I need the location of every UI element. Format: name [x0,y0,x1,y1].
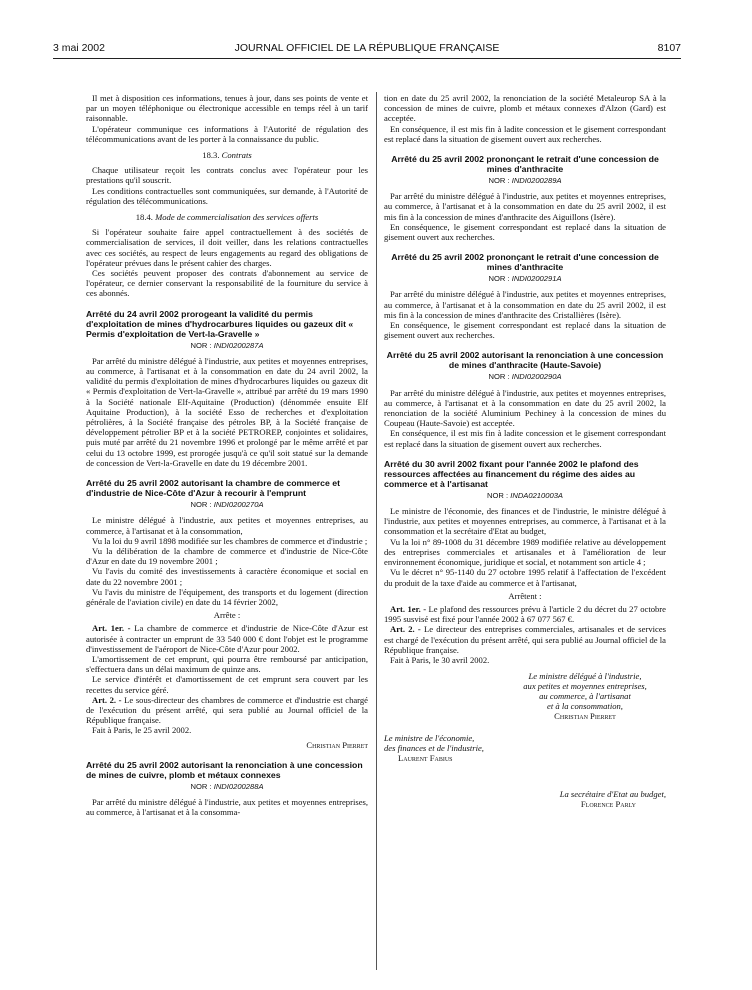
signatory-name: Christian Pierret [306,739,368,750]
nor-code: INDI0200288A [213,781,264,791]
signatory-title-line: au commerce, à l'artisanat [539,691,631,702]
paragraph: Par arrêté du ministre délégué à l'industrie, aux petites et moyennes entreprises, au commerce, à l'artisanat et à la consomma- [86,796,368,818]
left-column [86,93,368,817]
paragraph: Vu l'avis du ministre de l'équipement, des transports et du logement (direction générale de l'aviation civile) en date du 14 février 2002, [86,586,368,607]
section-number: 18.3. [202,150,220,161]
paragraph: En conséquence, il est mis fin à ladite concession et le gisement correspondant est replacé dans la situation de gisement ouvert aux recherches. [384,428,666,449]
paragraph: Ces sociétés peuvent proposer des contrats d'abonnement au service de l'opérateur, ce dernier conservant la responsabilité de la fourniture du service à ces abonnés. [86,268,368,299]
article-text: La chambre de commerce et d'industrie de Nice-Côte d'Azur est autorisée à contracter un emprunt de 33 540 000 € dont l'objet est le programme d'investissement de l'aéroport de Nice-Côte d'Azur pour 2002. [86,623,368,654]
arrete-title: Arrêté du 25 avril 2002 autorisant la chambre de commerce et d'industrie de Nice-Côte d'Azur à recourir à l'emprunt [86,478,340,499]
paragraph: Chaque utilisateur reçoit les contrats conclus avec l'opérateur pour les prestations qu'il souscrit. [86,165,368,186]
signatory-title-line: La secrétaire d'Etat au budget, [559,789,666,800]
page-header [53,42,681,58]
paragraph: En conséquence, le gisement correspondant est replacé dans la situation de gisement ouvert aux recherches. [384,320,666,341]
nor-reference [86,341,368,351]
paragraph-continued: tion en date du 25 avril 2002, la renonciation de la société Metaleurop SA à la concession de mines de cuivre, plomb et métaux connexes d'Alzon (Gard) est acceptée. [384,93,666,124]
signature-date: Fait à Paris, le 25 avril 2002. [92,725,192,736]
article-text: Le directeur des entreprises commerciales, artisanales et de services est chargé de l'exécution du présent arrêté, qui sera publié au Journal officiel de la République française. [384,624,666,655]
nor-code: INDI0200270A [213,500,264,510]
signatory-name: Christian Pierret [554,711,616,722]
article-text: Le plafond des ressources prévu à l'article 2 du décret du 27 octobre 1995 susvisé est fixé pour l'année 2002 à 67 077 567 €. [384,603,666,625]
nor-reference [384,176,666,186]
nor-label: NOR : [190,500,212,510]
article [384,604,666,624]
paragraph: Par arrêté du ministre délégué à l'industrie, aux petites et moyennes entreprises, au commerce, à l'artisanat et à la consommation en date du 25 avril 2002, la renonciation de la société Aluminium Pechiney à la concession de mines du Coupeau (Haute-Savoie) est acceptée. [384,387,666,429]
nor-reference [86,782,368,792]
paragraph: Si l'opérateur souhaite faire appel contractuellement à des sociétés de commercialisation de services, il doit veiller, dans les relations contractuelles avec ces sociétés, au respect de leurs engagements au regard des obligations de l'opérateur prévues dans le présent cahier des charges. [86,227,368,268]
nor-label: NOR : [486,490,509,500]
paragraph: Vu la loi du 9 avril 1898 modifiée sur les chambres de commerce et d'industrie ; [92,535,368,546]
article-label: Art. 2. - [390,624,421,635]
paragraph: Vu l'avis du comité des investissements à caractère économique et social en date du 22 novembre 2001 ; [86,566,368,587]
paragraph: Vu la délibération de la chambre de commerce et d'industrie de Nice-Côte d'Azur en date du 19 novembre 2001 ; [86,545,368,567]
nor-label: NOR : [488,372,510,382]
signatory-title-line: aux petites et moyennes entreprises, [523,681,647,692]
arrete-title: Arrêté du 25 avril 2002 autorisant la renonciation à une concession de mines de cuivre, plomb et métaux connexes [86,759,363,780]
signatory-name: Florence Parly [580,799,636,810]
header-journal-title: JOURNAL OFFICIEL DE LA RÉPUBLIQUE FRANÇAISE [234,42,500,54]
right-column [384,93,666,809]
nor-code: INDA0210003A [510,490,563,500]
paragraph: L'amortissement de cet emprunt, qui pourra être remboursé par anticipation, s'effectuera dans un délai maximum de quinze ans. [86,653,368,675]
signature-block-secretaire-budget [384,789,666,809]
article-label: Art. 1er. - [390,603,427,614]
article [384,624,666,655]
nor-label: NOR : [488,176,510,186]
header-rule [53,58,681,59]
signatory-name: Laurent Fabius [398,753,453,764]
paragraph: Le ministre de l'économie, des finances et de l'industrie, le ministre délégué à l'industrie, aux petites et moyennes entreprises, au commerce, à l'artisanat et à la consommation et la secrétaire d'Etat au budget, [384,506,666,537]
nor-code: INDI0200290A [511,372,562,382]
arrete-title: Arrêté du 25 avril 2002 autorisant la renonciation à une concession de mines d'anthracite (Haute-Savoie) [386,350,664,371]
signatory-title-line: et à la consommation, [547,701,623,712]
article-label: Art. 2. - [92,694,122,705]
article-label: Art. 1er. - [92,623,131,634]
article-text: Le sous-directeur des chambres de commerce et d'industrie est chargé de l'exécution du présent arrêté, qui sera publié au Journal officiel de la République française. [86,694,368,726]
header-page-number: 8107 [657,42,681,54]
paragraph: Les conditions contractuelles sont communiquées, sur demande, à l'Autorité de régulation des télécommunications. [86,185,368,206]
paragraph: Il met à disposition ces informations, tenues à jour, dans ses points de vente et par un moyen téléphonique ou électronique accessible en temps réel à un tarif raisonnable. [86,93,368,124]
nor-label: NOR : [190,781,212,791]
arrete-heading: Arrête : [213,610,241,621]
paragraph: En conséquence, le gisement correspondant est replacé dans la situation de gisement ouvert aux recherches. [384,221,666,243]
article [86,695,368,726]
paragraph: Vu la loi n° 89-1008 du 31 décembre 1989 modifiée relative au développement des entreprises commerciales et artisanales et à l'amélioration de leur environnement économique, juridique et social, et notamment son article 4 ; [384,536,666,568]
article [86,623,368,654]
paragraph: Le service d'intérêt et d'amortissement de cet emprunt sera couvert par les recettes du service géré. [86,674,368,695]
nor-reference [384,274,666,284]
paragraph: Par arrêté du ministre délégué à l'industrie, aux petites et moyennes entreprises, au commerce, à l'artisanat et à la consommation en date du 25 avril 2002, il est mis fin à la concession de mines d'anthracite des Aiguillons (Isère). [384,191,666,222]
section-title: Contrats [221,150,252,161]
arrete-title: Arrêté du 25 avril 2002 prononçant le retrait d'une concession de mines d'anthracite [391,252,659,273]
arrete-title: Arrêté du 30 avril 2002 fixant pour l'année 2002 le plafond des ressources affectées au financement du régime des aides au commerce et à l'artisanat [384,458,639,489]
section-number: 18.4. [135,212,153,223]
header-date: 3 mai 2002 [53,42,105,54]
signature-block-ministre-delegue [504,671,666,721]
section-heading-18-3 [86,150,368,160]
arretent-heading: Arrêtent : [508,590,542,601]
arrete-title: Arrêté du 25 avril 2002 prononçant le retrait d'une concession de mines d'anthracite [391,154,659,175]
nor-reference [86,500,368,510]
paragraph: Par arrêté du ministre délégué à l'industrie, aux petites et moyennes entreprises, au commerce, à l'artisanat et à la consommation en date du 25 avril 2002, il est mis fin à la concession de mines d'anthracite des Cristallières (Isère). [384,289,666,320]
paragraph: Le ministre délégué à l'industrie, aux petites et moyennes entreprises, au commerce, à l'artisanat et à la consommation, [86,515,368,536]
nor-label: NOR : [190,340,212,350]
nor-code: INDI0200287A [213,340,264,350]
arrete-title: Arrêté du 24 avril 2002 prorogeant la validité du permis d'exploitation de mines d'hydrocarbures liquides ou gazeux dit « Permis d'exploitation de Vert-la-Gravelle » [86,308,354,339]
section-heading-18-4 [86,212,368,222]
signatory-title-line: Le ministre délégué à l'industrie, [528,671,642,682]
paragraph: Par arrêté du ministre délégué à l'industrie, aux petites et moyennes entreprises, au commerce, à l'artisanat et à la consommation en date du 24 avril 2002, la validité du permis d'exploitation de mines d'hydrocarbures liquides ou gazeux dit « Permis d'exploitation de Vert-la-Gravelle », attribué par arrêté du 19 mars 1990 à la Société nationale Elf-Aquitaine (Production) (dénommée ensuite Elf Aquitaine Production), à la société Esso de recherches et d'exploitation pétrolières, à la Société française des pétroles BP, à la Société française de développement pétrolier BP et à la société PETROREP, conjointes et solidaires, puis muté par arrêté du 21 novembre 1996 et prolongé par le même arrêté et par celui du 13 octobre 1999, est prorogée jusqu'à ce qu'il soit statué sur la demande de concession de Vert-la-Gravelle en date du 19 décembre 2001. [86,355,368,468]
nor-code: INDI0200291A [511,274,562,284]
column-divider [376,92,377,970]
signatory-title-line: des finances et de l'industrie, [384,743,484,754]
signature-date: Fait à Paris, le 30 avril 2002. [390,654,490,665]
paragraph: L'opérateur communique ces informations à l'Autorité de régulation des télécommunications avant de les porter à la connaissance du public. [86,123,368,144]
signatory-title-line: Le ministre de l'économie, [384,733,475,744]
nor-reference [384,372,666,382]
nor-reference [384,491,666,501]
paragraph: En conséquence, il est mis fin à ladite concession et le gisement correspondant est replacé dans la situation de gisement ouvert aux recherches. [384,123,666,144]
nor-code: INDI0200289A [511,176,562,186]
nor-label: NOR : [488,274,510,284]
signature-block-ministre-economie [384,733,666,763]
paragraph: Vu le décret n° 95-1140 du 27 octobre 1995 relatif à l'affectation de l'excédent du produit de la taxe d'aide au commerce et à l'artisanat, [384,567,666,588]
section-title: Mode de commercialisation des services offerts [155,212,319,223]
